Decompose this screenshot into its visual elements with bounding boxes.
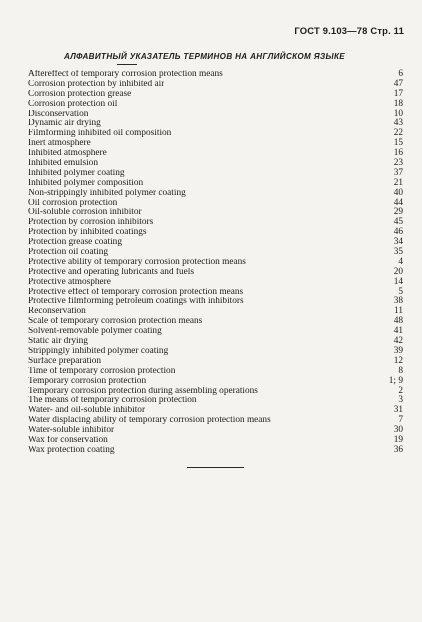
index-entry — [28, 396, 403, 406]
index-page-ref: 6 — [398, 69, 403, 79]
index-term: Protection by inhibited coatings — [28, 228, 147, 238]
index-entry — [28, 179, 403, 189]
index-term: Protection oil coating — [28, 248, 109, 258]
index-entry — [28, 70, 403, 80]
index-term: The means of temporary corrosion protection — [28, 396, 197, 406]
index-entry — [28, 416, 403, 426]
index-term: Protective atmosphere — [28, 277, 111, 287]
index-term: Scale of temporary corrosion protection means — [28, 317, 203, 327]
index-entry — [28, 278, 403, 288]
index-entry — [28, 327, 403, 337]
index-term: Inhibited atmosphere — [28, 149, 107, 159]
index-term: Reconservation — [28, 307, 86, 317]
index-page-ref: 10 — [393, 108, 403, 119]
index-page-ref: 43 — [393, 118, 403, 129]
index-term: Surface preparation — [28, 356, 102, 366]
index-page-ref: 8 — [398, 365, 403, 376]
index-term: Corrosion protection by inhibited air — [28, 79, 165, 89]
index-term: Oil-soluble corrosion inhibitor — [28, 208, 142, 218]
index-term: Protective ability of temporary corrosion protection means — [28, 257, 246, 267]
index-page-ref: 2 — [398, 385, 403, 396]
index-entry — [28, 80, 403, 90]
index-page-ref: 41 — [393, 326, 403, 337]
index-term: Inhibited polymer coating — [28, 168, 125, 178]
term-index-list — [28, 70, 403, 456]
index-page-ref: 1; 9 — [388, 375, 403, 386]
index-term: Protection by corrosion inhibitors — [28, 218, 154, 228]
index-page-ref: 7 — [398, 415, 403, 426]
index-entry — [28, 357, 403, 367]
index-term: Inhibited emulsion — [28, 159, 98, 169]
index-page-ref: 21 — [393, 177, 403, 188]
index-page-ref: 36 — [393, 444, 403, 455]
index-entry — [28, 268, 403, 278]
index-term: Water displacing ability of temporary corrosion protection means — [28, 416, 271, 426]
index-page-ref: 31 — [393, 405, 403, 416]
index-page-ref: 3 — [398, 395, 403, 406]
index-entry — [28, 218, 403, 228]
index-page-ref: 17 — [393, 88, 403, 99]
index-entry — [28, 199, 403, 209]
index-page-ref: 11 — [394, 306, 403, 317]
index-term: Temporary corrosion protection during assembling operations — [28, 386, 258, 396]
index-entry — [28, 110, 403, 120]
index-entry — [28, 446, 403, 456]
index-entry — [28, 307, 403, 317]
index-entry — [28, 406, 403, 416]
index-page-ref: 5 — [398, 286, 403, 297]
index-term: Disconservation — [28, 109, 89, 119]
index-page-ref: 29 — [393, 207, 403, 218]
index-term: Time of temporary corrosion protection — [28, 366, 176, 376]
index-entry — [28, 347, 403, 357]
index-entry — [28, 208, 403, 218]
index-entry — [28, 337, 403, 347]
index-entry — [28, 100, 403, 110]
index-page-ref: 39 — [393, 345, 403, 356]
index-term: Non-strippingly inhibited polymer coating — [28, 188, 186, 198]
end-rule — [187, 467, 244, 468]
index-page-ref: 47 — [393, 78, 403, 89]
index-entry — [28, 149, 403, 159]
index-entry — [28, 377, 403, 387]
index-page-ref: 35 — [393, 247, 403, 258]
index-entry — [28, 258, 403, 268]
index-term: Inert atmosphere — [28, 139, 91, 149]
index-page-ref: 14 — [393, 276, 403, 287]
index-page-ref: 45 — [393, 217, 403, 228]
index-term: Protection grease coating — [28, 238, 122, 248]
index-term: Wax for conservation — [28, 435, 108, 445]
index-term: Wax protection coating — [28, 445, 115, 455]
index-entry — [28, 238, 403, 248]
index-page-ref: 4 — [398, 256, 403, 267]
index-entry — [28, 90, 403, 100]
index-page-ref: 40 — [393, 187, 403, 198]
index-entry — [28, 248, 403, 258]
index-page-ref: 48 — [393, 316, 403, 327]
index-term: Water- and oil-soluble inhibitor — [28, 406, 146, 416]
index-page-ref: 23 — [393, 158, 403, 169]
index-term: Protective filmforming petroleum coatings with inhibitors — [28, 297, 244, 307]
index-term: Inhibited polymer composition — [28, 178, 144, 188]
index-entry — [28, 387, 403, 397]
index-entry — [28, 426, 403, 436]
index-page-ref: 30 — [393, 425, 403, 436]
index-entry — [28, 129, 403, 139]
index-term: Oil corrosion protection — [28, 198, 118, 208]
index-term: Corrosion protection grease — [28, 89, 132, 99]
index-term: Temporary corrosion protection — [28, 376, 147, 386]
index-term: Filmforming inhibited oil composition — [28, 129, 172, 139]
index-term: Static air drying — [28, 337, 88, 347]
index-term: Protective and operating lubricants and fuels — [28, 267, 195, 277]
index-entry — [28, 297, 403, 307]
index-entry — [28, 169, 403, 179]
index-page-ref: 46 — [393, 227, 403, 238]
index-page-ref: 20 — [393, 266, 403, 277]
index-entry — [28, 159, 403, 169]
index-page-ref: 19 — [393, 434, 403, 445]
index-term: Corrosion protection oil — [28, 99, 118, 109]
index-page-ref: 42 — [393, 336, 403, 347]
index-term: Protective effect of temporary corrosion protection means — [28, 287, 244, 297]
index-page-ref: 37 — [393, 167, 403, 178]
index-page-ref: 38 — [393, 296, 403, 307]
index-entry — [28, 228, 403, 238]
index-entry — [28, 139, 403, 149]
index-entry — [28, 119, 403, 129]
index-page-ref: 22 — [393, 128, 403, 139]
index-entry — [28, 189, 403, 199]
index-page-ref: 34 — [393, 237, 403, 248]
index-term: Strippingly inhibited polymer coating — [28, 346, 169, 356]
index-term: Water-soluble inhibitor — [28, 426, 115, 436]
index-term: Dynamic air drying — [28, 119, 101, 129]
index-page-ref: 16 — [393, 148, 403, 159]
index-term: Aftereffect of temporary corrosion protection means — [28, 70, 223, 79]
title-underline — [117, 64, 137, 65]
index-entry — [28, 436, 403, 446]
index-term: Solvent-removable polymer coating — [28, 327, 162, 337]
section-title: АЛФАВИТНЫЙ УКАЗАТЕЛЬ ТЕРМИНОВ НА АНГЛИЙСКОМ ЯЗЫКЕ — [64, 52, 346, 61]
index-entry — [28, 288, 403, 298]
index-entry — [28, 317, 403, 327]
index-page-ref: 44 — [393, 197, 403, 208]
index-page-ref: 15 — [393, 138, 403, 149]
index-entry — [28, 367, 403, 377]
index-page-ref: 18 — [393, 98, 403, 109]
page-header: ГОСТ 9.103—78 Стр. 11 — [294, 25, 404, 36]
index-page-ref: 12 — [393, 355, 403, 366]
